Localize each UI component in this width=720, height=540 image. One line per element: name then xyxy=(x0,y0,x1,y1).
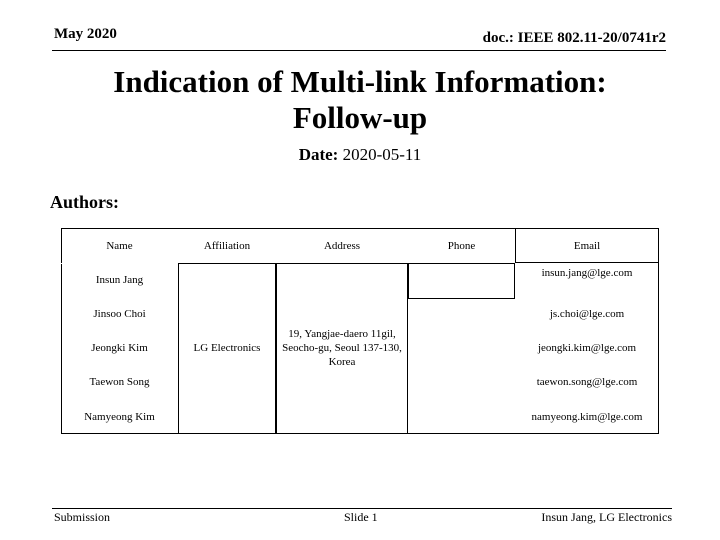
date-label: Date: xyxy=(298,145,339,164)
affiliation-value: LG Electronics xyxy=(193,342,261,354)
phone-box xyxy=(408,263,515,299)
table-row-name: Jinsoo Choi xyxy=(93,308,146,320)
table-row-email: taewon.song@lge.com xyxy=(536,376,638,388)
authors-heading: Authors: xyxy=(50,192,120,212)
table-row-name: Taewon Song xyxy=(89,376,150,388)
header-email: Email xyxy=(573,239,601,252)
header-doc-id: doc.: IEEE 802.11-20/0741r2 xyxy=(482,30,666,46)
title-line-1: Indication of Multi-link Information: xyxy=(113,64,607,99)
header-divider xyxy=(52,50,666,51)
authors-table xyxy=(61,228,659,434)
table-row-name: Insun Jang xyxy=(95,274,144,286)
slide-title xyxy=(40,64,680,136)
address-value: 19, Yangjae-daero 11gil, Seocho-gu, Seoul 137-130, Korea xyxy=(282,328,402,368)
title-line-2: Follow-up xyxy=(292,100,428,135)
table-row-email: jeongki.kim@lge.com xyxy=(537,342,637,354)
table-row-email: namyeong.kim@lge.com xyxy=(531,410,643,423)
table-row-name: Jeongki Kim xyxy=(91,342,148,354)
header-affiliation: Affiliation xyxy=(203,239,251,252)
table-row-name: Namyeong Kim xyxy=(84,410,155,423)
date-value: 2020-05-11 xyxy=(342,145,422,164)
table-row-email: insun.jang@lge.com xyxy=(541,267,633,279)
footer-divider xyxy=(52,508,672,509)
header-date: May 2020 xyxy=(54,26,117,42)
footer-slide-number: Slide 1 xyxy=(344,510,378,524)
header-address: Address xyxy=(323,239,361,252)
date-line xyxy=(0,145,720,165)
header-name: Name xyxy=(106,239,133,252)
footer-submission: Submission xyxy=(54,510,111,524)
header-phone: Phone xyxy=(447,239,476,252)
table-row-email: js.choi@lge.com xyxy=(549,308,625,320)
footer-author: Insun Jang, LG Electronics xyxy=(541,510,672,524)
